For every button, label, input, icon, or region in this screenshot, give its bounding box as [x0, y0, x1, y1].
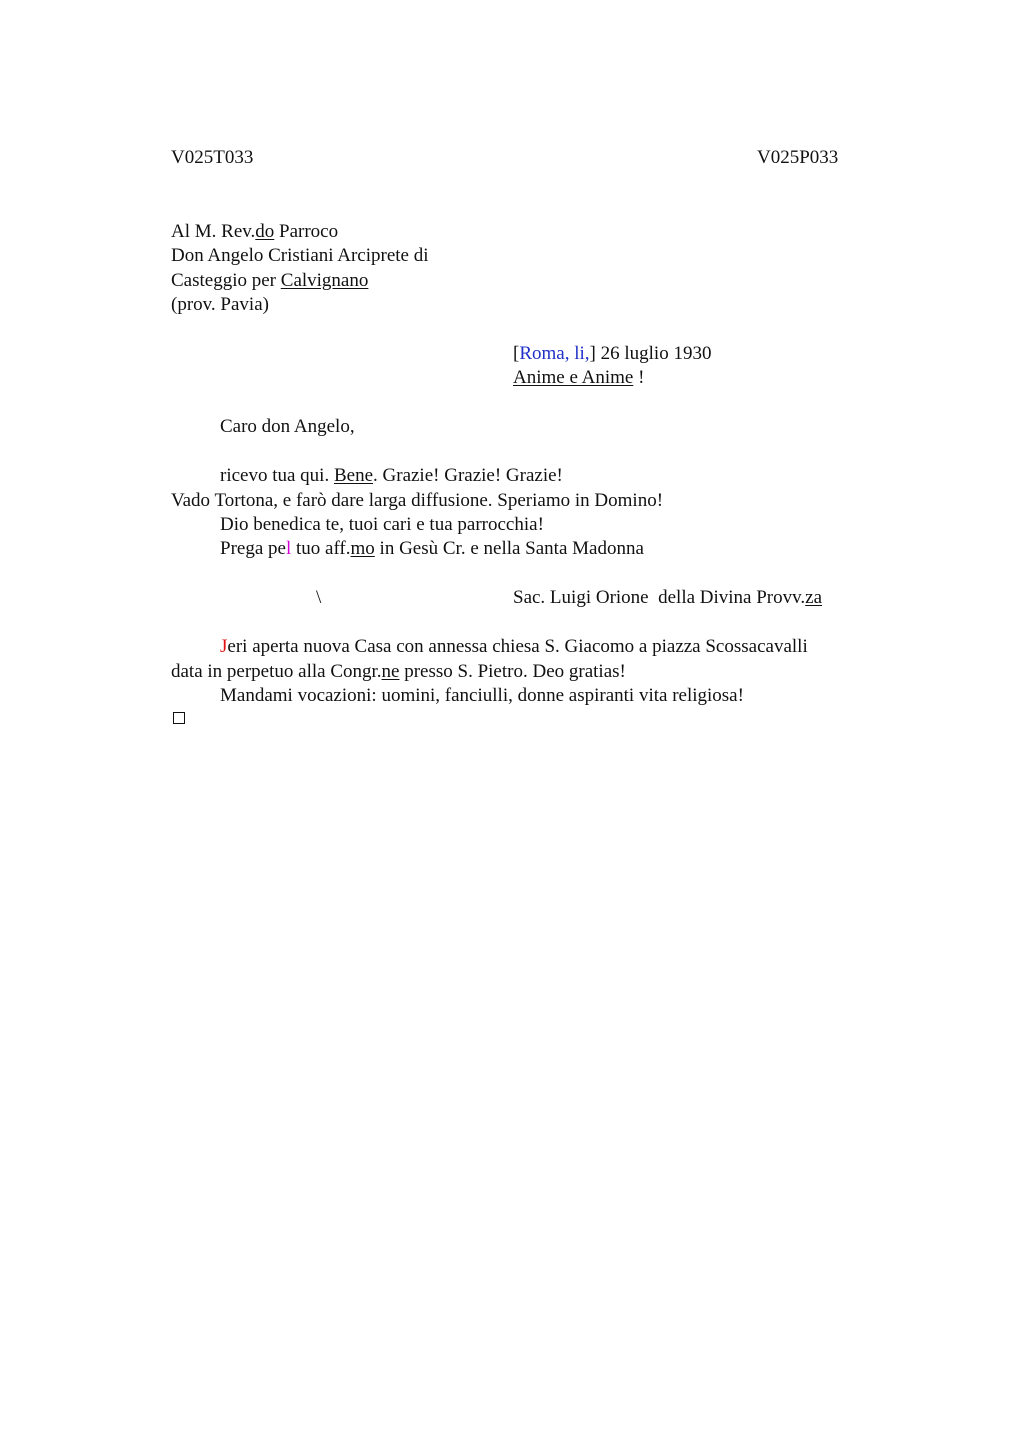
postscript-line-2-tail: presso S. Pietro. Deo gratias! — [399, 661, 626, 682]
body-line-1-tail: . Grazie! Grazie! Grazie! — [373, 465, 563, 486]
checkbox-icon — [173, 712, 185, 724]
signature-mark: \ — [316, 587, 322, 608]
address-line-1 — [171, 220, 338, 244]
body-line-4-highlight: l — [285, 538, 292, 559]
address-line-1-underlined: do — [255, 221, 275, 242]
dateline-bracket-close: ] — [589, 343, 596, 364]
body-line-4 — [220, 537, 644, 561]
dateline-bracket-open: [ — [513, 343, 520, 364]
motto — [513, 366, 644, 390]
postscript-line-1 — [220, 635, 808, 659]
postscript-line-3: Mandami vocazioni: uomini, fanciulli, donne aspiranti vita religiosa! — [220, 685, 744, 706]
body-line-1 — [220, 464, 563, 488]
body-line-4-text: Prega pe — [220, 538, 286, 559]
body-line-4-tail: in Gesù Cr. e nella Santa Madonna — [374, 538, 644, 559]
body-line-1-text: ricevo tua qui. — [220, 465, 334, 486]
address-line-3-text: Casteggio per — [171, 270, 281, 291]
greeting: Caro don Angelo, — [220, 416, 355, 437]
signature-underlined: za — [805, 587, 823, 608]
signature — [513, 586, 822, 610]
postscript-line-2-underlined: ne — [381, 661, 400, 682]
address-line-1-text: Al M. Rev. — [171, 221, 256, 242]
address-line-1-tail: Parroco — [274, 221, 339, 242]
body-line-4-mid: tuo aff. — [291, 538, 351, 559]
address-line-3 — [171, 269, 368, 293]
document-code-right: V025P033 — [757, 147, 839, 168]
signature-text: Sac. Luigi Orione della Divina Provv. — [513, 587, 806, 608]
body-line-1-underlined: Bene — [333, 465, 374, 486]
postscript-line-2 — [171, 660, 626, 684]
address-line-3-underlined: Calvignano — [280, 270, 369, 291]
postscript-line-2-text: data in perpetuo alla Congr. — [171, 661, 382, 682]
dateline-place: Roma, li, — [519, 343, 590, 364]
body-line-2: Vado Tortona, e farò dare larga diffusione. Speriamo in Domino! — [171, 490, 664, 511]
motto-text: Anime e Anime — [513, 367, 634, 388]
body-line-3: Dio benedica te, tuoi cari e tua parrocchia! — [220, 514, 544, 535]
postscript-initial: J — [220, 636, 228, 657]
address-line-2: Don Angelo Cristiani Arciprete di — [171, 245, 429, 266]
postscript-line-1-text: eri aperta nuova Casa con annessa chiesa S. Giacomo a piazza Scossacavalli — [227, 636, 808, 657]
body-line-4-underlined: mo — [350, 538, 375, 559]
motto-tail: ! — [633, 367, 645, 388]
address-line-4: (prov. Pavia) — [171, 294, 269, 315]
dateline — [513, 342, 711, 366]
document-code-left: V025T033 — [171, 147, 254, 168]
dateline-date: 26 luglio 1930 — [595, 343, 712, 364]
